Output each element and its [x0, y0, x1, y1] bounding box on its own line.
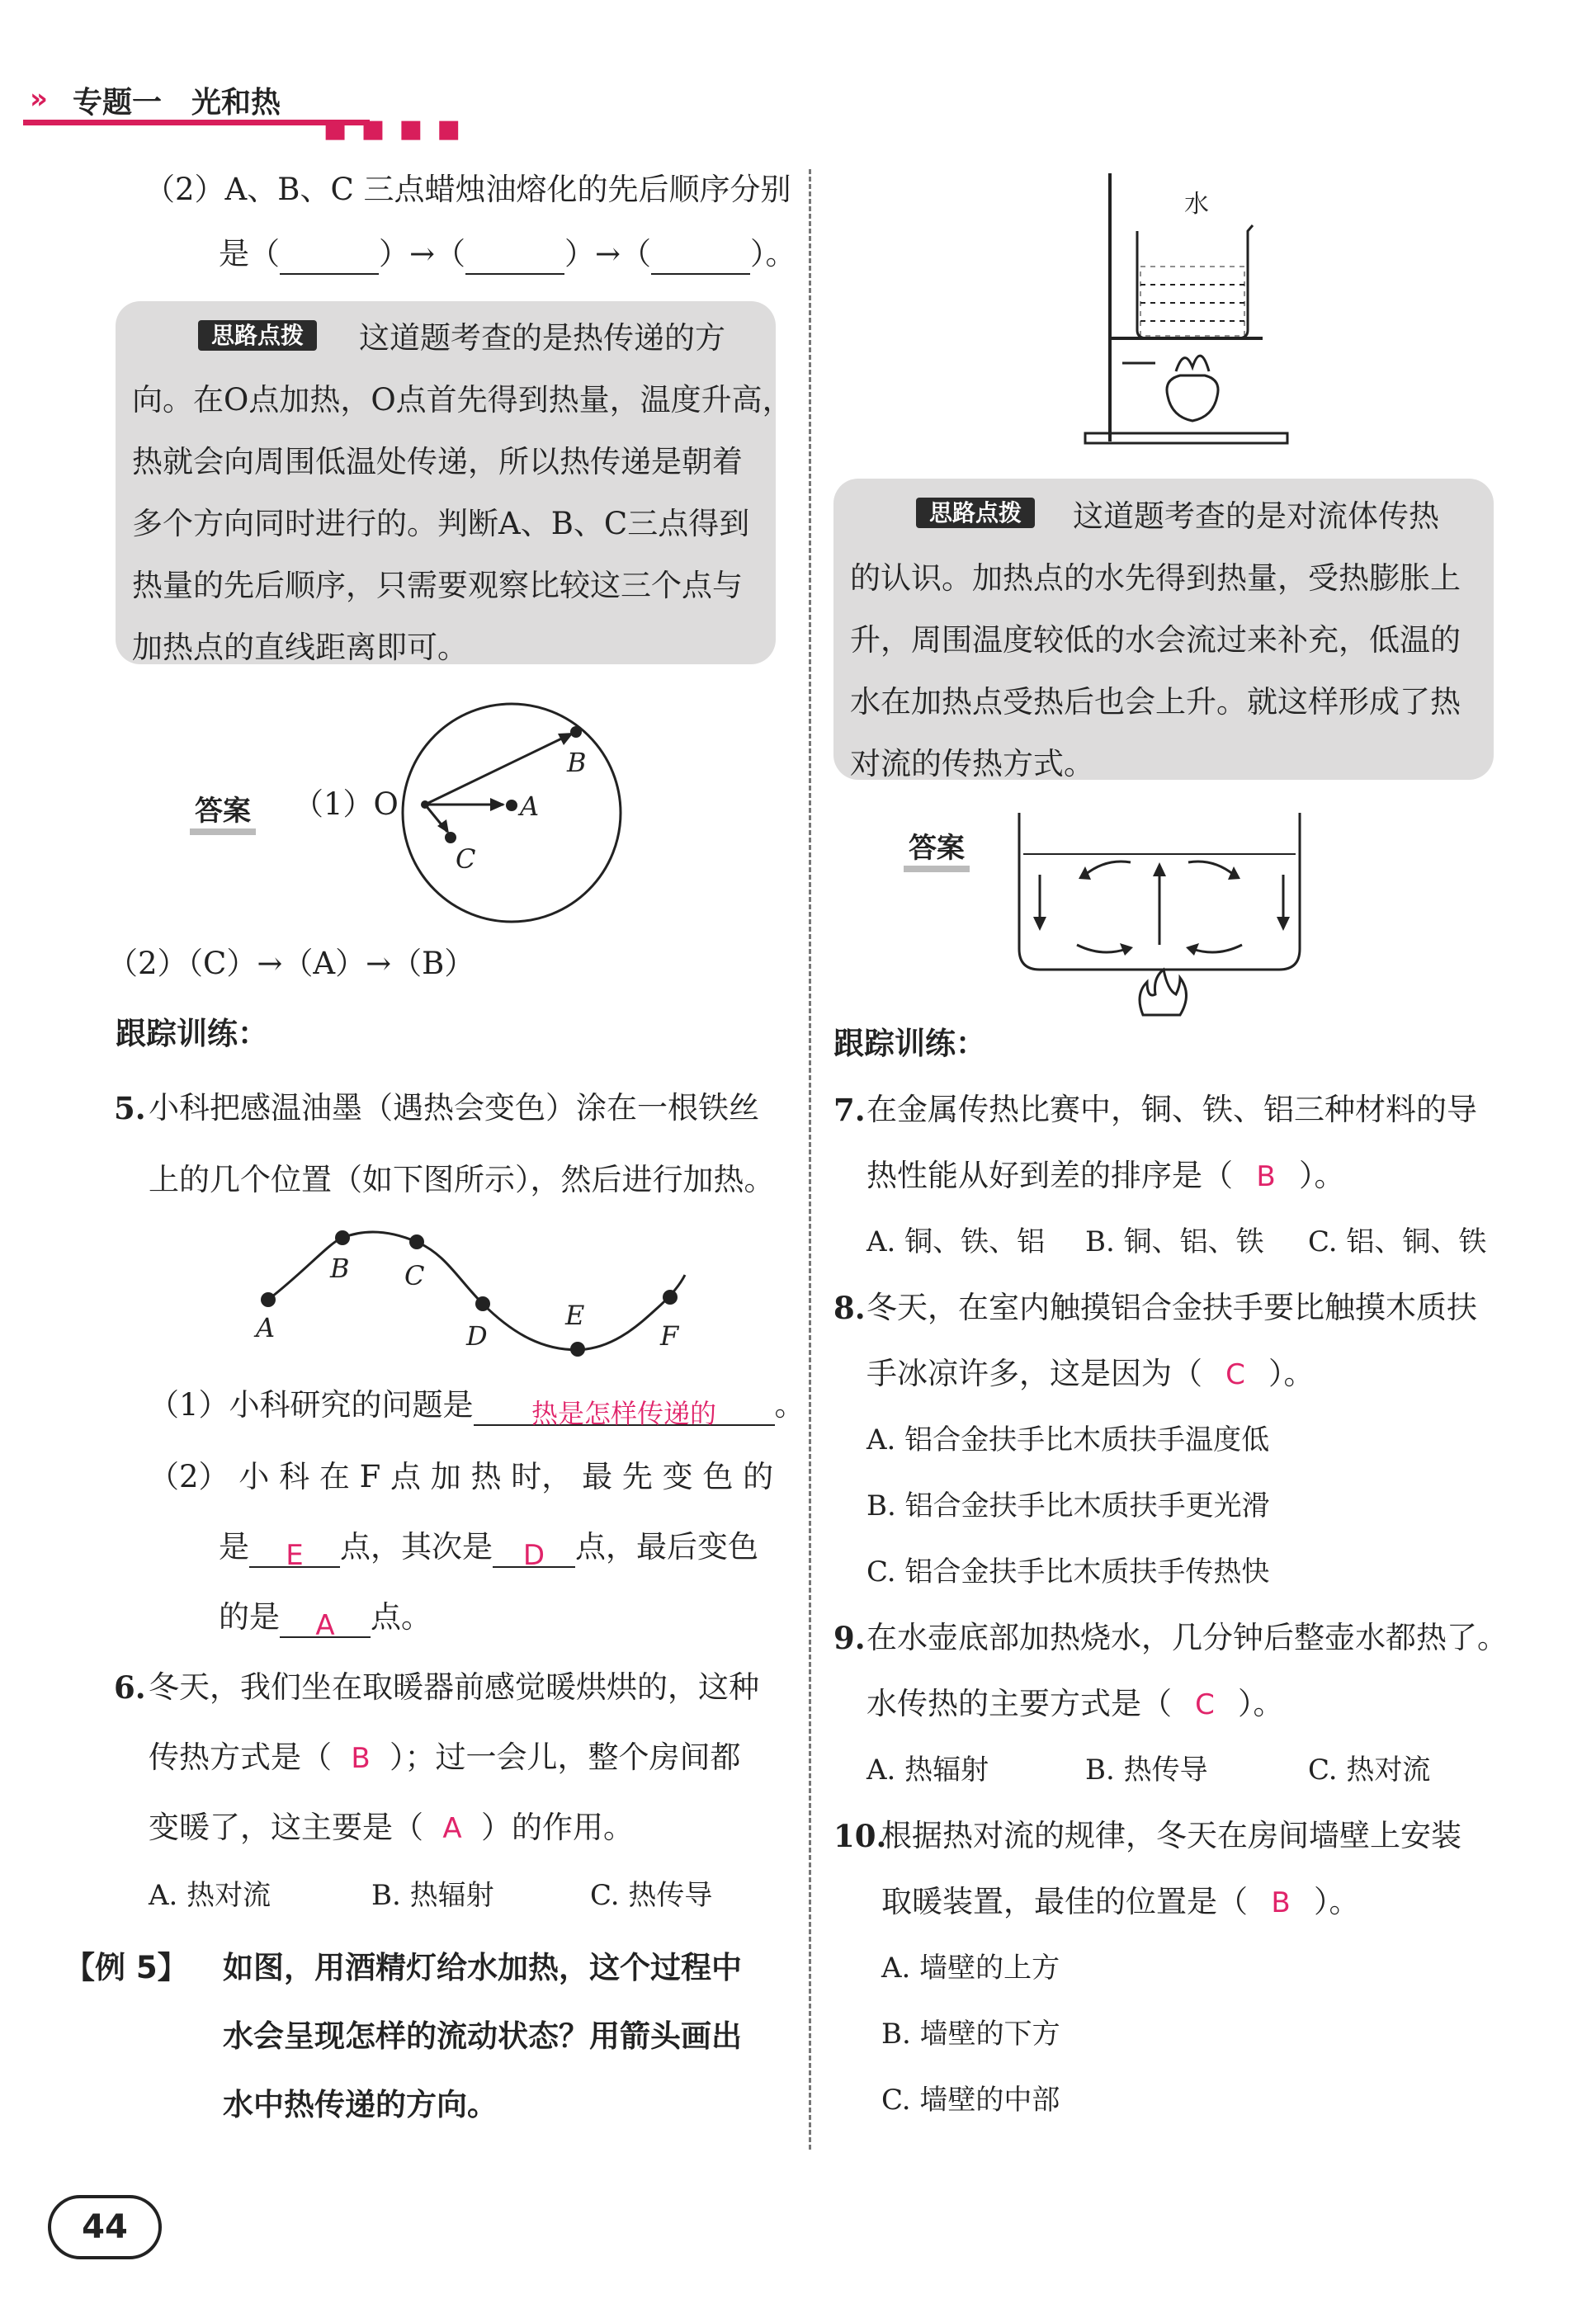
q5-2-d: 的是: [219, 1599, 280, 1635]
example5-tag: 【例 5】: [64, 1950, 188, 1985]
q8-line2-a: 手冰凉许多，这是因为（: [866, 1356, 1202, 1391]
q5-2-line2: [219, 1527, 758, 1572]
example5-line-3: 水中热传递的方向。: [223, 2087, 498, 2122]
q2-blank-2[interactable]: [465, 242, 564, 275]
q10-line1: 根据热对流的规律，冬天在房间墙壁上安装: [881, 1818, 1461, 1853]
arrow-to-c: [425, 805, 456, 843]
water-label: 水: [1184, 190, 1209, 219]
q10-line2-a: 取暖装置，最佳的位置是（: [881, 1884, 1248, 1919]
column-divider: [809, 169, 811, 2150]
q5-2-line1: （2） 小 科 在 F 点 加 热 时， 最 先 变 色 的: [149, 1459, 774, 1494]
water-surface: [1140, 267, 1244, 336]
q7-option-c[interactable]: C. 铝、铜、铁: [1308, 1225, 1487, 1258]
q6-answer-1[interactable]: B: [351, 1742, 371, 1775]
q5-2-answer-1[interactable]: E: [249, 1535, 340, 1568]
wire-label-d: D: [466, 1320, 488, 1352]
hint-left-line-4: 多个方向同时进行的。判断A、B、C三点得到: [132, 506, 750, 541]
q5-1: [149, 1385, 805, 1429]
q10-line2-b: ）。: [1314, 1884, 1360, 1919]
q9-line2: [866, 1683, 1284, 1725]
q9-line1: 在水壶底部加热烧水，几分钟后整壶水都热了。: [866, 1620, 1508, 1655]
q6-line2-a: 传热方式是（: [149, 1739, 332, 1775]
q8-line2-b: ）。: [1268, 1356, 1315, 1391]
q8-option-b[interactable]: B. 铝合金扶手比木质扶手更光滑: [866, 1489, 1270, 1522]
q7-option-b[interactable]: B. 铜、铝、铁: [1085, 1225, 1264, 1258]
label-a: A: [520, 791, 540, 822]
q5-2-a: 是: [219, 1529, 249, 1565]
diagram-circle: [403, 704, 621, 922]
wire-point-f: [663, 1290, 678, 1305]
wire-point-d: [475, 1296, 490, 1311]
header-dots: ■ ■ ■ ■: [323, 115, 464, 144]
q5-2-answer-3[interactable]: A: [280, 1605, 371, 1638]
convection-diagram: [1011, 809, 1308, 1023]
q10-option-b[interactable]: B. 墙壁的下方: [881, 2018, 1060, 2051]
example5-line-1: 如图，用酒精灯给水加热，这个过程中: [223, 1950, 742, 1985]
q9-answer[interactable]: C: [1195, 1688, 1215, 1721]
q5-line1: 小科把感温油墨（遇热会变色）涂在一根铁丝: [149, 1090, 759, 1126]
q8-answer[interactable]: C: [1225, 1358, 1245, 1391]
header-title: 专题一 光和热: [73, 86, 281, 120]
ans1-prefix: （1）O: [293, 786, 399, 822]
q10-option-c[interactable]: C. 墙壁的中部: [881, 2084, 1060, 2117]
alcohol-lamp: [1167, 375, 1218, 421]
q6-number: 6.: [114, 1669, 146, 1706]
q8-number: 8.: [833, 1290, 866, 1326]
q2-pre: 是（: [219, 236, 280, 271]
q10-number: 10.: [833, 1818, 887, 1854]
q6-line1: 冬天，我们坐在取暖器前感觉暖烘烘的，这种: [149, 1669, 759, 1705]
q2-line1: （2）A、B、C 三点蜡烛油熔化的先后顺序分别: [144, 172, 791, 207]
q9-option-b[interactable]: B. 热传导: [1085, 1754, 1208, 1787]
q2-end: ）。: [750, 236, 796, 271]
follow-title-right: 跟踪训练：: [833, 1026, 986, 1061]
q5-1-answer[interactable]: 热是怎样传递的: [474, 1393, 775, 1426]
q7-answer[interactable]: B: [1256, 1160, 1276, 1193]
q9-option-c[interactable]: C. 热对流: [1308, 1754, 1431, 1787]
q10-answer[interactable]: B: [1271, 1886, 1291, 1919]
hint-right-line-1: 这道题考查的是对流体传热: [1073, 498, 1439, 534]
beaker-apparatus: [1073, 169, 1345, 450]
header-underline: [23, 120, 370, 125]
q7-line2: [866, 1155, 1345, 1197]
q2-line2: [219, 234, 796, 275]
q9-line2-b: ）。: [1238, 1686, 1284, 1721]
circle-diagram: [396, 697, 627, 928]
wire-point-b: [335, 1230, 350, 1245]
q6-option-b[interactable]: B. 热辐射: [371, 1879, 494, 1912]
q5-line2: 上的几个位置（如下图所示），然后进行加热。: [149, 1162, 775, 1197]
hint-left-line-2: 向。在O点加热，O点首先得到热量，温度升高，: [132, 382, 793, 418]
q6-option-a[interactable]: A. 热对流: [149, 1879, 272, 1912]
q2-blank-3[interactable]: [651, 242, 750, 275]
stand-base: [1085, 433, 1287, 443]
q6-answer-2[interactable]: A: [442, 1812, 462, 1845]
q7-line2-b: ）。: [1299, 1158, 1345, 1193]
q9-option-a[interactable]: A. 热辐射: [866, 1754, 989, 1787]
q2-arrow-2: ）→（: [564, 236, 652, 271]
q5-1-pre: （1）小科研究的问题是: [149, 1387, 474, 1423]
q6-line3-b: ）的作用。: [481, 1810, 634, 1845]
q8-option-a[interactable]: A. 铝合金扶手比木质扶手温度低: [866, 1423, 1270, 1456]
wire-label-f: F: [660, 1320, 679, 1352]
answer-label-left: 答案: [190, 788, 256, 835]
header-chevron-icon: »: [30, 83, 48, 116]
hint-left-line-5: 热量的先后顺序，只需要观察比较这三个点与: [132, 568, 743, 603]
q5-2-b: 点，其次是: [340, 1529, 493, 1565]
q2-blank-1[interactable]: [280, 242, 379, 275]
arrow-to-b: [425, 726, 582, 805]
q6-line3-a: 变暖了，这主要是（: [149, 1810, 423, 1845]
q5-number: 5.: [114, 1090, 146, 1126]
example5-line-2: 水会呈现怎样的流动状态？用箭头画出: [223, 2018, 742, 2054]
flame: [1176, 356, 1209, 371]
answer-label-right: 答案: [904, 825, 970, 872]
hint-left-line-6: 加热点的直线距离即可。: [132, 630, 468, 665]
wire-point-a: [261, 1292, 276, 1307]
q5-2-line3: [219, 1597, 432, 1642]
hint-right-line-2: 的认识。加热点的水先得到热量，受热膨胀上: [850, 560, 1461, 596]
hint-tag-right: 思路点拨: [916, 495, 1035, 528]
wire-point-c: [409, 1234, 424, 1249]
hint-left-line-1: 这道题考查的是热传递的方: [359, 320, 725, 356]
label-c: C: [456, 843, 476, 875]
q6-option-c[interactable]: C. 热传导: [590, 1879, 713, 1912]
q7-line2-a: 热性能从好到差的排序是（: [866, 1158, 1233, 1193]
q5-2-answer-2[interactable]: D: [493, 1535, 575, 1568]
q5-2-e: 点。: [371, 1599, 432, 1635]
hint-tag-left: 思路点拨: [198, 318, 317, 351]
page-number: 44: [48, 2195, 162, 2259]
label-b: B: [567, 747, 587, 778]
q7-line1: 在金属传热比赛中，铜、铁、铝三种材料的导: [866, 1092, 1477, 1127]
follow-title-left: 跟踪训练：: [116, 1016, 268, 1051]
q9-number: 9.: [833, 1620, 866, 1656]
q8-option-c[interactable]: C. 铝合金扶手比木质扶手传热快: [866, 1555, 1270, 1588]
arrow-heads: [1033, 862, 1290, 956]
q7-option-a[interactable]: A. 铜、铁、铝: [866, 1225, 1046, 1258]
wire-diagram: [248, 1221, 710, 1362]
hint-right-line-5: 对流的传热方式。: [850, 746, 1094, 781]
q9-line2-a: 水传热的主要方式是（: [866, 1686, 1172, 1721]
arrow-to-a: [425, 798, 517, 811]
q7-number: 7.: [833, 1092, 866, 1128]
wire-label-c: C: [404, 1260, 425, 1291]
hint-right-line-3: 升，周围温度较低的水会流过来补充，低温的: [850, 622, 1461, 658]
point-o: [421, 800, 429, 809]
hint-right-line-4: 水在加热点受热后也会上升。就这样形成了热: [850, 684, 1461, 720]
q8-line2: [866, 1353, 1315, 1395]
wire-label-a: A: [256, 1312, 276, 1343]
wire-point-e: [570, 1342, 585, 1357]
q5-2-c: 点，最后变色: [575, 1529, 758, 1565]
q2-arrow-1: ）→（: [379, 236, 466, 271]
q10-line2: [881, 1881, 1360, 1924]
q6-line3: [149, 1807, 634, 1849]
q10-option-a[interactable]: A. 墙壁的上方: [881, 1952, 1060, 1985]
q5-1-end: 。: [774, 1387, 805, 1423]
q8-line1: 冬天，在室内触摸铝合金扶手要比触摸木质扶: [866, 1290, 1477, 1325]
q6-line2: [149, 1737, 741, 1779]
ans2: （2）（C）→（A）→（B）: [107, 946, 475, 981]
wire-label-e: E: [565, 1300, 585, 1331]
hint-left-line-3: 热就会向周围低温处传递，所以热传递是朝着: [132, 444, 743, 479]
wire-label-b: B: [330, 1253, 350, 1284]
fire-icon: [1140, 970, 1187, 1015]
q6-line2-b: ）；过一会儿，整个房间都: [390, 1739, 741, 1775]
